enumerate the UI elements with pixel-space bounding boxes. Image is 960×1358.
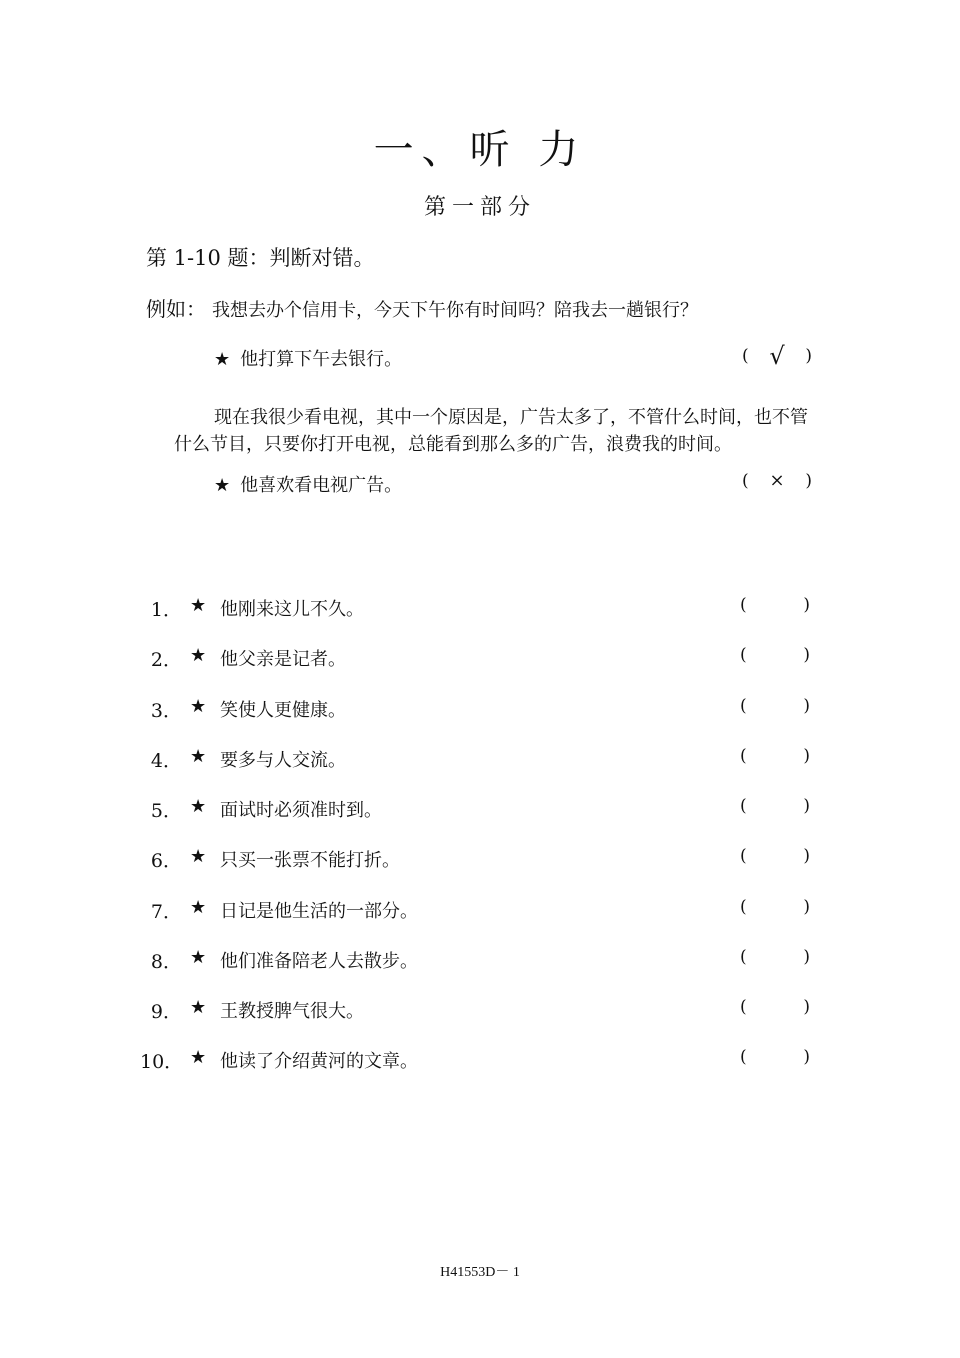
answer-blank[interactable]	[740, 897, 810, 917]
question-number: 7．	[150, 901, 182, 923]
example-statement-1-text: 他打算下午去银行。	[240, 349, 403, 370]
star-icon: ★	[190, 1047, 207, 1068]
answer-blank[interactable]	[740, 997, 810, 1017]
star-icon: ★	[190, 947, 207, 968]
paren-close: )	[803, 746, 810, 766]
question-item	[140, 997, 820, 1027]
answer-blank[interactable]	[740, 846, 810, 866]
question-number: 1．	[150, 599, 182, 621]
paren-close: )	[803, 796, 810, 816]
question-text: 只买一张票不能打折。	[220, 850, 400, 871]
question-number: 3．	[150, 700, 182, 722]
example-answer-1	[742, 344, 812, 368]
question-text: 他读了介绍黄河的文章。	[220, 1051, 418, 1072]
question-number: 4．	[150, 750, 182, 772]
example-dialogue-text: 我想去办个信用卡，今天下午你有时间吗？陪我去一趟银行？	[212, 300, 698, 321]
question-text: 笑使人更健康。	[220, 700, 346, 721]
paren-open: (	[742, 471, 749, 491]
answer-blank[interactable]	[740, 796, 810, 816]
question-item	[140, 846, 820, 876]
answer-blank[interactable]	[740, 746, 810, 766]
instruction: 第 1-10 题：判断对错。	[146, 246, 375, 270]
paren-close: )	[803, 997, 810, 1017]
example-dialogue	[146, 293, 698, 322]
question-text: 王教授脾气很大。	[220, 1001, 364, 1022]
answer-blank[interactable]	[740, 645, 810, 665]
example-label: 例如：	[146, 297, 206, 321]
star-icon: ★	[190, 746, 207, 767]
question-number: 8．	[150, 951, 182, 973]
question-text: 日记是他生活的一部分。	[220, 901, 418, 922]
paren-open: (	[740, 947, 747, 967]
question-item	[140, 947, 820, 977]
section-title: 一、听 力	[373, 127, 587, 173]
example-statement-2-text: 他喜欢看电视广告。	[240, 475, 403, 496]
star-icon: ★	[190, 897, 207, 918]
question-item	[140, 746, 820, 776]
star-icon: ★	[190, 796, 207, 817]
star-icon: ★	[190, 645, 207, 666]
paren-open: (	[740, 846, 747, 866]
star-icon: ★	[190, 997, 207, 1018]
answer-blank[interactable]	[740, 696, 810, 716]
example-statement-2	[214, 471, 402, 497]
paren-open: (	[740, 645, 747, 665]
question-text: 他们准备陪老人去散步。	[220, 951, 418, 972]
question-number: 10．	[140, 1051, 184, 1073]
paren-close: )	[803, 1047, 810, 1067]
part-title: 第一部分	[423, 195, 536, 220]
paren-close: )	[805, 346, 812, 366]
star-icon: ★	[190, 846, 207, 867]
paren-open: (	[742, 346, 749, 366]
question-item	[140, 897, 820, 927]
question-item	[140, 1047, 820, 1077]
answer-blank[interactable]	[740, 947, 810, 967]
paren-close: )	[803, 947, 810, 967]
paren-open: (	[740, 696, 747, 716]
example-paragraph: 现在我很少看电视，其中一个原因是，广告太多了，不管什么时间，也不管什么节目，只要你打开电视，总能看到那么多的广告，浪费我的时间。	[174, 407, 808, 455]
question-text: 他刚来这儿不久。	[220, 599, 364, 620]
cross-mark-icon: ×	[769, 470, 785, 491]
paren-open: (	[740, 897, 747, 917]
paren-close: )	[805, 471, 812, 491]
paren-open: (	[740, 796, 747, 816]
star-icon: ★	[190, 595, 207, 616]
paren-close: )	[803, 897, 810, 917]
answer-blank[interactable]	[740, 595, 810, 615]
example-answer-2	[742, 471, 812, 491]
question-item	[140, 696, 820, 726]
question-item	[140, 645, 820, 675]
question-number: 6．	[150, 850, 182, 872]
paren-open: (	[740, 746, 747, 766]
question-text: 要多与人交流。	[220, 750, 346, 771]
question-number: 5．	[150, 800, 182, 822]
answer-blank[interactable]	[740, 1047, 810, 1067]
question-number: 9．	[150, 1001, 182, 1023]
paren-close: )	[803, 846, 810, 866]
question-number: 2．	[150, 649, 182, 671]
star-icon: ★	[190, 696, 207, 717]
page-footer: H41553D－ 1	[440, 1265, 520, 1280]
paren-close: )	[803, 645, 810, 665]
question-item	[140, 595, 820, 625]
star-icon: ★	[214, 349, 231, 370]
example-statement-1	[214, 345, 402, 371]
star-icon: ★	[214, 475, 231, 496]
paren-open: (	[740, 1047, 747, 1067]
paren-open: (	[740, 595, 747, 615]
paren-close: )	[803, 595, 810, 615]
paren-close: )	[803, 696, 810, 716]
question-text: 他父亲是记者。	[220, 649, 346, 670]
question-text: 面试时必须准时到。	[220, 800, 382, 821]
question-item	[140, 796, 820, 826]
paren-open: (	[740, 997, 747, 1017]
check-mark-icon: √	[769, 342, 785, 370]
